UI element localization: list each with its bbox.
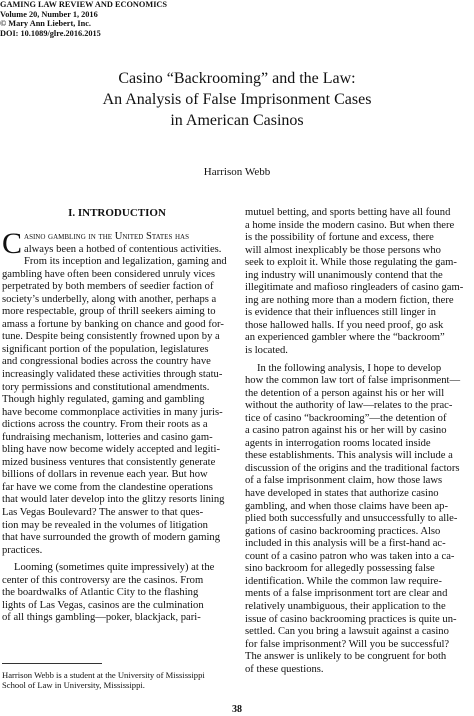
- text-line: mutuel betting, and sports betting have all found: [245, 207, 451, 218]
- text-line: tune. Despite being consistently frowned upon by a: [2, 331, 220, 343]
- text-line: that would later develop into the glitzy resorts lining: [2, 494, 225, 506]
- text-line: a home inside the modern casino. But when there: [245, 219, 455, 231]
- text-line: relatively unambiguous, their application to the: [245, 600, 446, 612]
- right-column: [245, 207, 474, 676]
- journal-name: GAMING LAW REVIEW AND ECONOMICS: [0, 0, 168, 9]
- text-line: far have we come from the clandestine operations: [2, 481, 213, 493]
- text-line: issue of casino backrooming practices is quite un-: [245, 613, 457, 625]
- intro-second-line: always been a hotbed of contentious activities.: [24, 243, 222, 255]
- text-line: the detention of a person against his or her will: [245, 387, 445, 399]
- text-line: tory permissions and constitutional amendments.: [2, 381, 210, 393]
- text-line: will almost inexplicably be those persons who: [245, 244, 441, 256]
- text-line: ments of a false imprisonment tort are clear and: [245, 588, 448, 600]
- text-line: of all things gambling—poker, blackjack, pari-: [2, 612, 201, 624]
- article-title: [20, 68, 454, 131]
- right-paragraph-2: [245, 363, 474, 677]
- text-line: In the following analysis, I hope to develop: [257, 362, 442, 374]
- text-line: tice of casino “backrooming”—the detention of: [245, 412, 447, 424]
- intro-first-line: asino gambling in the United States has: [24, 231, 189, 242]
- text-line: of these questions.: [245, 663, 324, 675]
- text-line: for false imprisonment? Will you be successful?: [245, 638, 450, 650]
- right-paragraph-1: [245, 207, 474, 358]
- intro-dropcap-block: [2, 227, 232, 260]
- text-line: dictions across the country. From their roots as a: [2, 419, 208, 431]
- text-line: discussion of the origins and the traditional factors: [245, 462, 460, 474]
- text-line: bling have now become widely accepted and legiti-: [2, 444, 220, 456]
- text-line: is located.: [245, 345, 288, 357]
- text-line: of a false imprisonment claim, how those laws: [245, 475, 443, 487]
- text-line: perpetrated by both members of seedier faction of: [2, 281, 214, 293]
- text-line: count of a casino patron who was taken into a ca-: [245, 550, 455, 562]
- text-line: sino backroom for allegedly possessing false: [245, 563, 435, 575]
- title-line: Casino “Backrooming” and the Law:: [118, 70, 356, 87]
- text-line: practices.: [2, 544, 43, 556]
- author-name: Harrison Webb: [203, 166, 271, 178]
- text-line: without the authority of law—relates to the prac-: [245, 400, 453, 412]
- journal-header: [0, 0, 240, 38]
- text-line: ing industry will unanimously contend that the: [245, 269, 443, 281]
- text-line: The answer is unlikely to be congruent for both: [245, 651, 447, 663]
- text-line: society’s underbelly, along with another, perhaps a: [2, 293, 217, 305]
- text-line: more respectable, group of thrill seekers aiming to: [2, 306, 216, 318]
- text-line: mized business ventures that consistently generate: [2, 456, 216, 468]
- text-line: From its inception and legalization, gaming and: [24, 256, 227, 268]
- text-line: center of this controversy are the casinos. From: [2, 574, 204, 586]
- text-line: gambling have often been considered unruly vices: [2, 268, 215, 280]
- text-line: ing are nothing more than a modern fiction, there: [245, 294, 454, 306]
- text-line: those hallowed halls. If you need proof, go ask: [245, 319, 444, 331]
- text-line: seek to exploit it. While those regulating the gam-: [245, 257, 457, 269]
- journal-copyright: © Mary Ann Liebert, Inc.: [0, 19, 92, 29]
- text-line: billions of dollars in revenue each year. But how: [2, 469, 208, 481]
- title-line: An Analysis of False Imprisonment Cases: [102, 91, 372, 108]
- text-line: tion may be revealed in the volumes of litigation: [2, 519, 208, 531]
- footnote-rule: [2, 663, 102, 664]
- text-line: illegitimate and mafioso ringleaders of casino gam-: [245, 282, 464, 294]
- journal-doi: DOI: 10.1089/glre.2016.2015: [0, 28, 101, 38]
- text-line: is evidence that their influences still linger in: [245, 307, 436, 319]
- left-paragraph-2: [2, 562, 232, 625]
- footnote-line: School of Law in University, Mississippi.: [2, 680, 145, 691]
- text-line: fundraising mechanism, lotteries and casino gam-: [2, 431, 213, 443]
- text-line: Though highly regulated, gaming and gambling: [2, 394, 205, 406]
- text-line: the boardwalks of Atlantic City to the flashing: [2, 587, 199, 599]
- text-line: Looming (sometimes quite impressively) at the: [14, 562, 215, 574]
- text-line: identification. While the common law require-: [245, 575, 442, 587]
- text-line: have become commonplace activities in many juris-: [2, 406, 223, 418]
- drop-cap: C: [2, 227, 23, 260]
- text-line: that have surrounded the growth of modern gaming: [2, 532, 220, 544]
- text-line: have developed in states that authorize casino: [245, 488, 439, 500]
- text-line: a casino patron against his or her will by casino: [245, 425, 447, 437]
- section-heading: I. INTRODUCTION: [68, 207, 166, 219]
- text-line: these establishments. This analysis will include a: [245, 450, 453, 462]
- text-line: settled. Can you bring a lawsuit against a casino: [245, 626, 449, 638]
- text-line: included in this analysis will be a first-hand ac-: [245, 538, 446, 550]
- footnote-line: Harrison Webb is a student at the University of Mississippi: [2, 670, 205, 680]
- text-line: gambling, and when those claims have been ap-: [245, 500, 448, 512]
- left-column: [2, 206, 232, 625]
- text-line: Las Vegas Boulevard? The answer to that ques-: [2, 507, 204, 519]
- text-line: significant portion of the population, legislatures: [2, 343, 209, 355]
- text-line: lights of Las Vegas, casinos are the culmination: [2, 599, 204, 611]
- author-footnote: [2, 670, 232, 691]
- left-paragraph-1: [2, 256, 232, 557]
- text-line: agents in interrogation rooms located inside: [245, 437, 431, 449]
- text-line: plied both successfully and unsuccessfully to alle-: [245, 513, 458, 525]
- text-line: amass a fortune by banking on chance and good for-: [2, 318, 224, 330]
- text-line: an experienced gambler where the “backroom”: [245, 332, 445, 344]
- text-line: how the common law tort of false imprisonment—: [245, 375, 461, 387]
- text-line: and congressional bodies across the country have: [2, 356, 211, 368]
- text-line: increasingly validated these activities through statu-: [2, 369, 223, 381]
- page-number: 38: [232, 704, 242, 715]
- title-line: in American Casinos: [170, 112, 304, 129]
- journal-volume: Volume 20, Number 1, 2016: [0, 9, 98, 19]
- text-line: gations of casino backrooming practices. Also: [245, 525, 441, 537]
- text-line: is the possibility of fortune and excess, there: [245, 232, 434, 244]
